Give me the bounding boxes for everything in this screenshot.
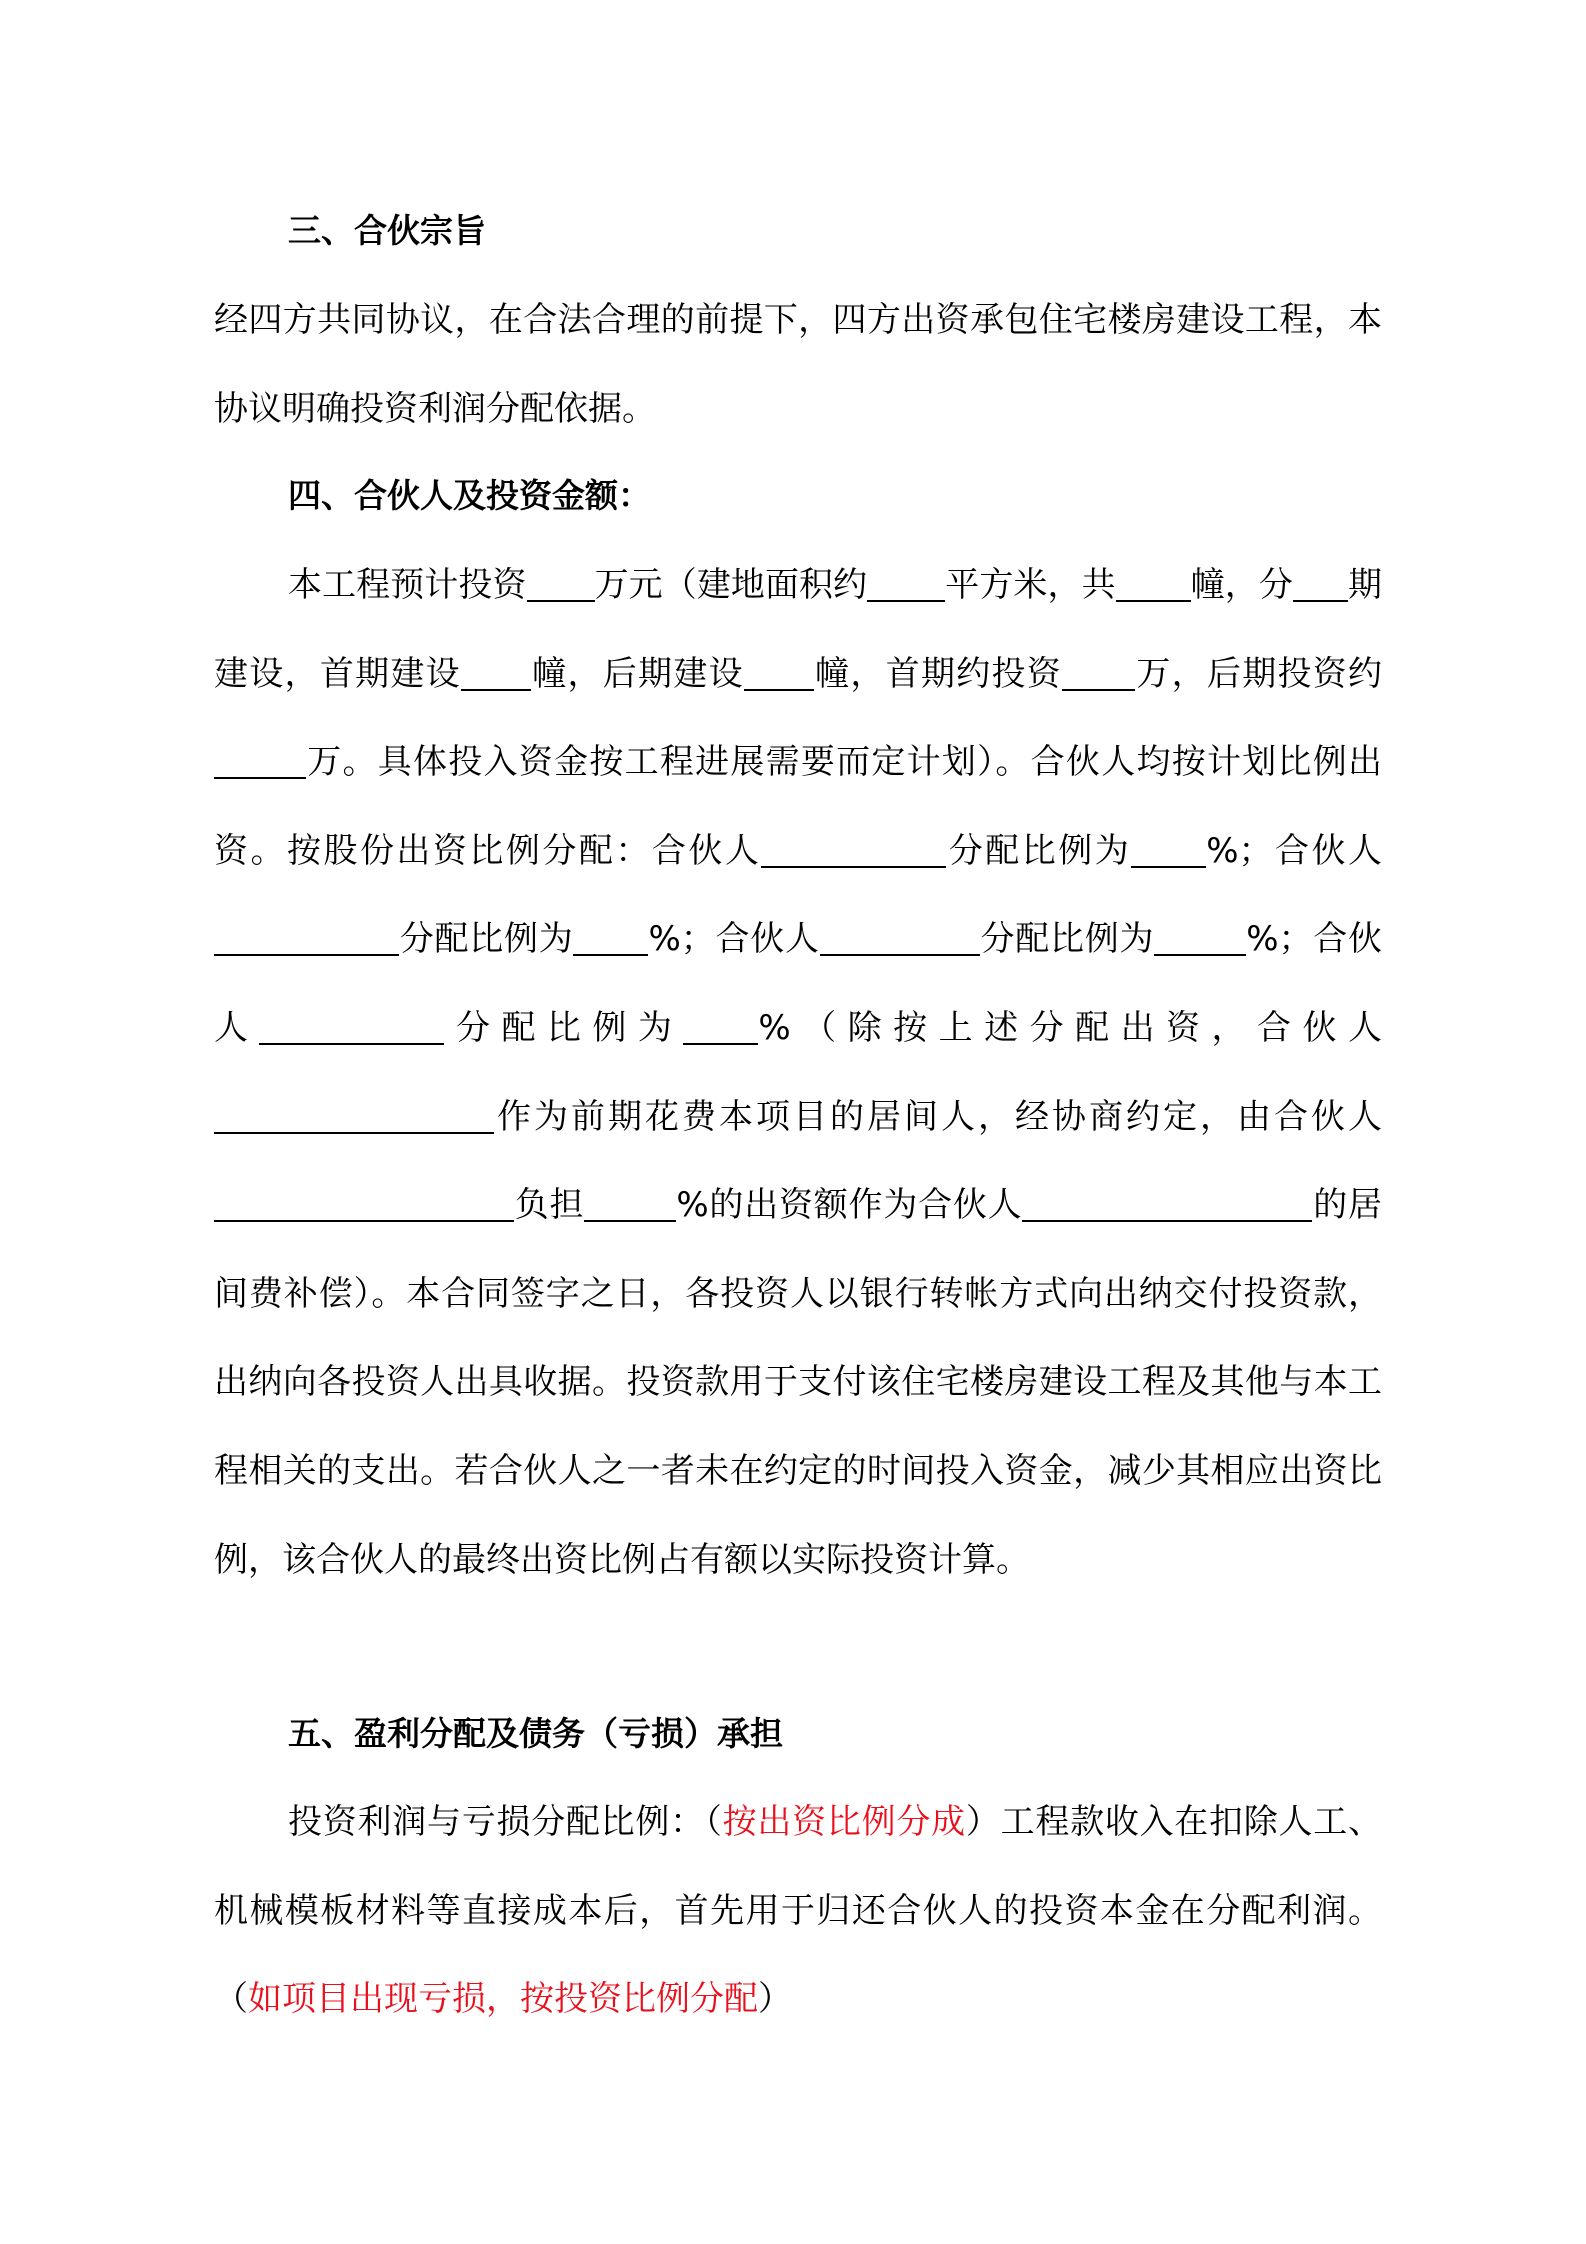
fill-blank-contribution-percent[interactable] [584,1188,676,1222]
text-run: 本工程预计投资 [288,565,527,605]
text-run: %；合伙人 [214,919,1383,1048]
fill-blank-first-phase-investment[interactable] [1062,657,1135,691]
fill-blank-partner-4-name[interactable] [259,1011,444,1045]
text-run: 负担 [514,1185,585,1226]
text-run: %的出资额作为合伙人 [676,1185,1023,1226]
fill-blank-compensated-partner[interactable] [1022,1188,1312,1222]
fill-blank-partner-2-name[interactable] [214,922,399,956]
text-run: 分配比例为 [979,919,1155,960]
fill-blank-partner-3-name[interactable] [820,922,980,956]
section-4-heading: 四、合伙人及投资金额： [288,476,651,515]
fill-blank-partner-3-ratio[interactable] [1154,922,1246,956]
text-run: 投资利润与亏损分配比例：（ [288,1802,723,1842]
text-run: 幢，后期建设 [530,653,744,694]
text-run: 平方米，共 [945,565,1116,605]
text-run: 分配比例为 [399,919,574,960]
fill-blank-bearing-partner[interactable] [214,1188,514,1222]
text-run: 万。具体投入资金按工程进展需要而定计划）。合伙人均按计划比例出资。按股份出资比例分配：合伙人 [214,742,1382,871]
section-5-paragraph [214,1778,1382,2044]
fill-blank-partner-1-name[interactable] [761,834,946,868]
text-run: 万，后期投资约 [1135,653,1383,694]
section-3-paragraph: 经四方共同协议，在合法合理的前提下，四方出资承包住宅楼房建设工程，本协议明确投资利润分配依据。 [214,300,1382,429]
section-4-paragraph [214,541,1382,1604]
fill-blank-phase-count[interactable] [1293,568,1348,602]
text-run: 期建设，首期建设 [214,565,1383,694]
highlighted-text: 如项目出现亏损，按投资比例分配 [248,1979,758,2020]
fill-blank-later-phase-investment[interactable] [214,745,306,779]
text-run: 作为前期花费本项目的居间人，经协商约定，由合伙人 [494,1096,1382,1137]
text-run: 分配比例为 [946,830,1132,871]
text-run: 幢，分 [1190,565,1293,605]
text-run: ） [758,1979,792,2020]
section-3-heading: 三、合伙宗旨 [288,211,486,250]
section-5-heading: 五、盈利分配及债务（亏损）承担 [288,1714,783,1753]
text-run: 万元（建地面积约 [594,565,868,605]
highlighted-text: 按出资比例分成 [722,1802,966,1842]
text-run: %（除按上述分配出资，合伙人 [758,1007,1382,1048]
text-run: 分配比例为 [444,1007,684,1048]
fill-blank-first-phase-buildings[interactable] [461,657,531,691]
fill-blank-total-investment[interactable] [527,568,595,602]
fill-blank-partner-2-ratio[interactable] [573,922,648,956]
text-run: ）工程款收入在扣除人工、机械模板材料等直接成本后，首先用于归还合伙人的投资本金在分配利润。（ [214,1802,1383,2020]
text-run: %；合伙人 [1206,830,1383,871]
fill-blank-land-area[interactable] [867,568,945,602]
fill-blank-intermediary-partner[interactable] [214,1100,494,1134]
fill-blank-later-phase-buildings[interactable] [744,657,814,691]
text-run: 幢，首期约投资 [813,653,1063,694]
fill-blank-partner-4-ratio[interactable] [683,1011,758,1045]
text-run: %；合伙人 [648,919,820,960]
text-run: 的居间费补偿）。本合同签字之日，各投资人以银行转帐方式向出纳交付投资款，出纳向各投资人出具收据。投资款用于支付该住宅楼房建设工程及其他与本工程相关的支出。若合伙人之一者未在约定的时间投入资金，减少其相应出资比例，该合伙人的最终出资比例占有额以实际投资计算。 [214,1185,1383,1580]
fill-blank-partner-1-ratio[interactable] [1131,834,1206,868]
fill-blank-building-count[interactable] [1116,568,1191,602]
